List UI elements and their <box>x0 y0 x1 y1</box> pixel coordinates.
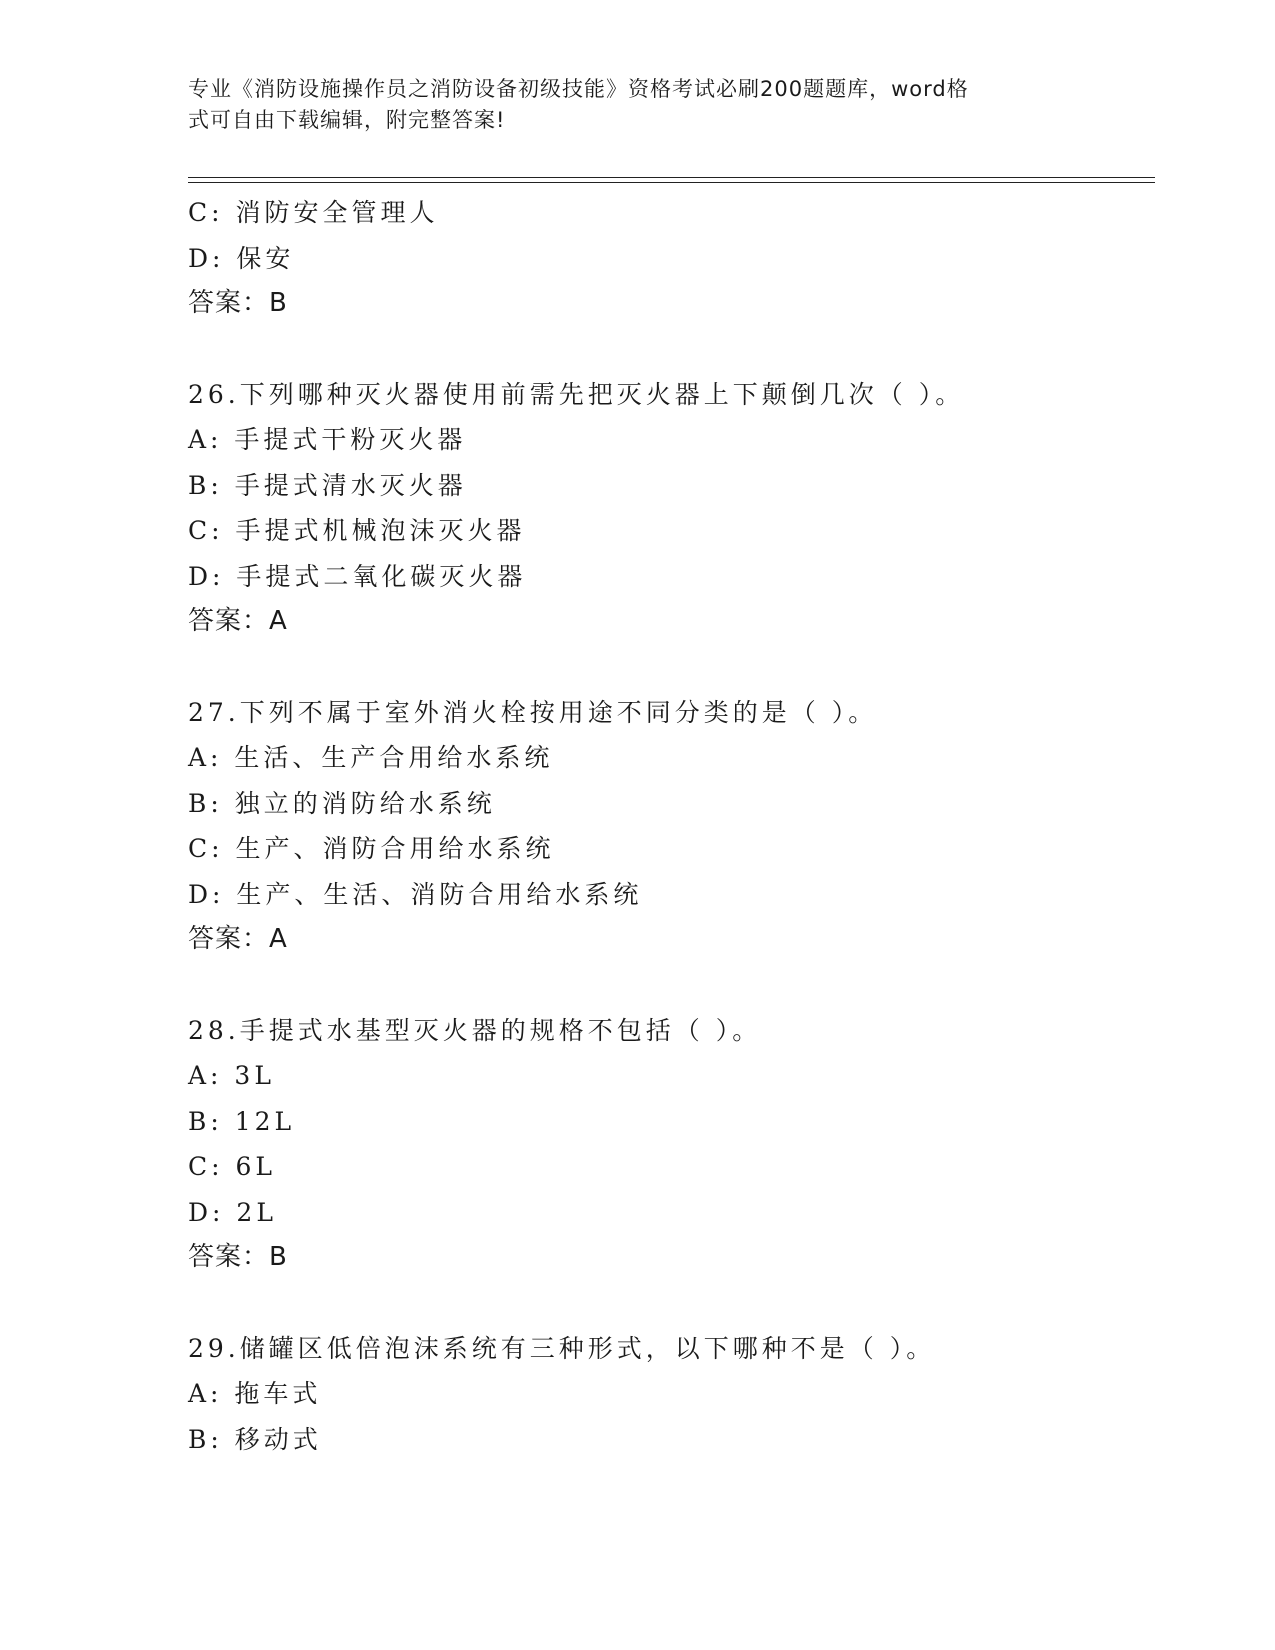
option-a: A: 手提式干粉灭火器 <box>188 425 467 454</box>
spacer <box>188 327 1155 372</box>
answer-line: 答案：B <box>188 288 288 318</box>
option-d: D: 手提式二氧化碳灭火器 <box>188 561 527 591</box>
option-d: D: 生产、生活、消防合用给水系统 <box>188 879 643 909</box>
question-list <box>188 190 1155 1462</box>
option-a: A: 3L <box>188 1061 275 1090</box>
page-header <box>188 74 1078 136</box>
answer-line: 答案：B <box>188 1242 288 1272</box>
option-a: A: 生活、生产合用给水系统 <box>188 743 554 772</box>
option-d: D: 保安 <box>188 243 295 273</box>
option-c: C: 6L <box>188 1152 277 1181</box>
header-double-rule <box>188 177 1155 183</box>
option-c: C: 生产、消防合用给水系统 <box>188 834 555 863</box>
header-line-2: 式可自由下载编辑，附完整答案! <box>188 108 506 132</box>
option-b: B: 手提式清水灭火器 <box>188 470 467 500</box>
question-block-25 <box>188 190 1155 327</box>
question-text: 28.手提式水基型灭火器的规格不包括（ ）。 <box>188 1015 762 1045</box>
option-c: C: 消防安全管理人 <box>188 198 439 227</box>
question-text: 27.下列不属于室外消火栓按用途不同分类的是（ ）。 <box>188 697 878 727</box>
option-d: D: 2L <box>188 1197 277 1227</box>
spacer <box>188 1281 1155 1326</box>
spacer <box>188 963 1155 1008</box>
question-block-29 <box>188 1326 1155 1463</box>
option-b: B: 12L <box>188 1106 296 1136</box>
answer-line: 答案：A <box>188 606 288 636</box>
question-block-27 <box>188 690 1155 963</box>
spacer <box>188 645 1155 690</box>
question-block-26 <box>188 372 1155 645</box>
question-text: 29.储罐区低倍泡沫系统有三种形式，以下哪种不是（ ）。 <box>188 1333 936 1363</box>
question-block-28 <box>188 1008 1155 1281</box>
question-text: 26.下列哪种灭火器使用前需先把灭火器上下颠倒几次（ ）。 <box>188 379 965 409</box>
option-a: A: 拖车式 <box>188 1379 322 1408</box>
option-b: B: 移动式 <box>188 1424 322 1454</box>
option-b: B: 独立的消防给水系统 <box>188 788 496 818</box>
answer-line: 答案：A <box>188 924 288 954</box>
option-c: C: 手提式机械泡沫灭火器 <box>188 516 526 545</box>
header-line-1: 专业《消防设施操作员之消防设备初级技能》资格考试必刷200题题库，word格 <box>188 77 969 101</box>
